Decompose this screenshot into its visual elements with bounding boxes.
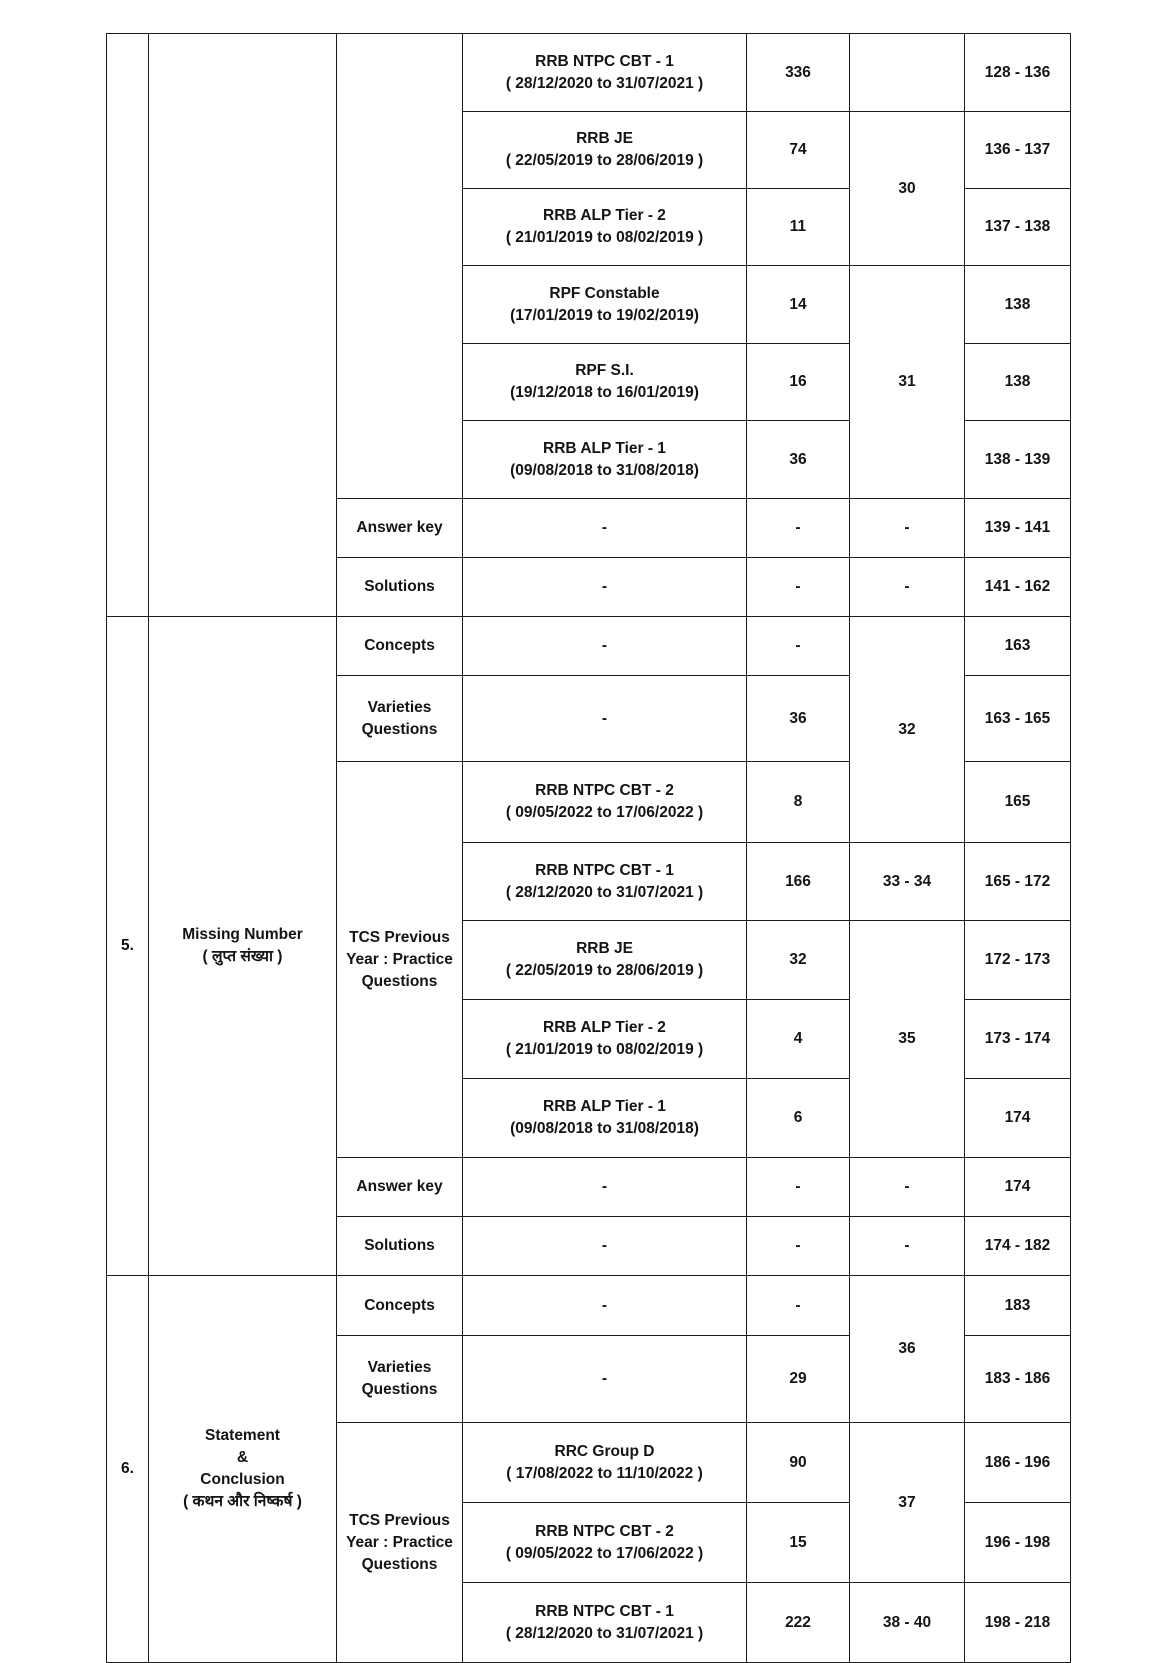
exam-date: ( 09/05/2022 to 17/06/2022 ) xyxy=(505,804,704,821)
exam-cell: - xyxy=(463,676,747,762)
exam-name: RRB ALP Tier - 1 xyxy=(543,1098,666,1115)
exam-date: (09/08/2018 to 31/08/2018) xyxy=(510,461,699,479)
pages-cell: 183 - 186 xyxy=(965,1336,1071,1423)
exam-cell xyxy=(463,34,747,112)
questions-cell: 4 xyxy=(747,1000,850,1079)
section-type-varieties: Varieties Questions xyxy=(337,1336,463,1423)
exam-date: (19/12/2018 to 16/01/2019) xyxy=(510,384,699,401)
exam-cell xyxy=(463,1000,747,1079)
exam-date: ( 28/12/2020 to 31/07/2021 ) xyxy=(505,1624,704,1642)
exam-name: RPF Constable xyxy=(549,284,660,302)
exam-date: ( 21/01/2019 to 08/02/2019 ) xyxy=(505,229,704,246)
pages-cell: 196 - 198 xyxy=(965,1503,1071,1583)
chapter-title-cell xyxy=(149,617,337,1276)
exam-name: RRB NTPC CBT - 2 xyxy=(535,1522,674,1540)
pages-cell: 137 - 138 xyxy=(965,189,1071,266)
pages-cell: 141 - 162 xyxy=(965,558,1071,617)
section-type-answer-key: Answer key xyxy=(337,1158,463,1217)
exam-name: RRB NTPC CBT - 1 xyxy=(535,1602,674,1620)
exam-name: RRB ALP Tier - 1 xyxy=(543,439,666,457)
chapter-index-table xyxy=(106,33,1071,1663)
exam-date: (09/08/2018 to 31/08/2018) xyxy=(510,1120,699,1137)
pages-cell: 163 - 165 xyxy=(965,676,1071,762)
exam-name: RRB NTPC CBT - 2 xyxy=(535,782,674,799)
video-cell: 38 - 40 xyxy=(850,1583,965,1663)
chapter-sno: 6. xyxy=(107,1276,149,1663)
pages-cell: 186 - 196 xyxy=(965,1423,1071,1503)
video-cell: - xyxy=(850,499,965,558)
exam-cell xyxy=(463,762,747,843)
video-cell: - xyxy=(850,1158,965,1217)
video-cell: 33 - 34 xyxy=(850,843,965,921)
questions-cell: 336 xyxy=(747,34,850,112)
section-type-cell-continued xyxy=(337,34,463,499)
chapter-title-hindi: ( कथन और निष्कर्ष ) xyxy=(183,1493,302,1510)
pages-cell: 174 xyxy=(965,1158,1071,1217)
questions-cell: - xyxy=(747,499,850,558)
questions-cell: - xyxy=(747,1217,850,1276)
video-cell: - xyxy=(850,1217,965,1276)
questions-cell: 32 xyxy=(747,921,850,1000)
questions-cell: - xyxy=(747,558,850,617)
exam-name: RRB JE xyxy=(576,130,633,147)
pages-cell: 163 xyxy=(965,617,1071,676)
questions-cell: 36 xyxy=(747,421,850,499)
pages-cell: 173 - 174 xyxy=(965,1000,1071,1079)
exam-cell: - xyxy=(463,499,747,558)
video-cell: 37 xyxy=(850,1423,965,1583)
table-row xyxy=(107,617,1071,676)
table-row xyxy=(107,1276,1071,1336)
questions-cell: 222 xyxy=(747,1583,850,1663)
chapter-title-line-1: Statement xyxy=(205,1427,280,1444)
pages-cell: 183 xyxy=(965,1276,1071,1336)
section-type-varieties: Varieties Questions xyxy=(337,676,463,762)
video-cell: 32 xyxy=(850,617,965,843)
video-cell: 31 xyxy=(850,266,965,499)
pages-cell: 165 - 172 xyxy=(965,843,1071,921)
questions-cell: - xyxy=(747,1158,850,1217)
exam-cell: - xyxy=(463,1158,747,1217)
exam-date: ( 28/12/2020 to 31/07/2021 ) xyxy=(505,883,704,901)
exam-name: RRB NTPC CBT - 1 xyxy=(535,861,674,879)
section-type-solutions: Solutions xyxy=(337,558,463,617)
exam-cell xyxy=(463,421,747,499)
exam-cell xyxy=(463,344,747,421)
sno-cell-continued xyxy=(107,34,149,617)
questions-cell: 16 xyxy=(747,344,850,421)
exam-cell: - xyxy=(463,558,747,617)
questions-cell: 90 xyxy=(747,1423,850,1503)
exam-cell xyxy=(463,266,747,344)
pages-cell: 138 - 139 xyxy=(965,421,1071,499)
chapter-sno: 5. xyxy=(107,617,149,1276)
table-row xyxy=(107,34,1071,112)
exam-name: RRB NTPC CBT - 1 xyxy=(535,52,674,70)
video-cell: - xyxy=(850,558,965,617)
exam-date: (17/01/2019 to 19/02/2019) xyxy=(510,306,699,324)
exam-date: ( 17/08/2022 to 11/10/2022 ) xyxy=(506,1464,703,1482)
exam-name: RRB JE xyxy=(576,940,633,957)
video-cell: 35 xyxy=(850,921,965,1158)
chapter-title-hindi: ( लुप्त संख्या ) xyxy=(202,948,283,965)
questions-cell: 14 xyxy=(747,266,850,344)
questions-cell: 15 xyxy=(747,1503,850,1583)
pages-cell: 172 - 173 xyxy=(965,921,1071,1000)
video-cell: 30 xyxy=(850,112,965,266)
questions-cell: 11 xyxy=(747,189,850,266)
exam-name: RRB ALP Tier - 2 xyxy=(543,1019,666,1036)
section-type-concepts: Concepts xyxy=(337,617,463,676)
exam-cell xyxy=(463,921,747,1000)
questions-cell: 6 xyxy=(747,1079,850,1158)
questions-cell: 8 xyxy=(747,762,850,843)
section-type-concepts: Concepts xyxy=(337,1276,463,1336)
pages-cell: 165 xyxy=(965,762,1071,843)
exam-date: ( 09/05/2022 to 17/06/2022 ) xyxy=(505,1544,704,1562)
section-type-tcs-previous-year: TCS Previous Year : Practice Questions xyxy=(337,762,463,1158)
exam-date: ( 22/05/2019 to 28/06/2019 ) xyxy=(505,152,704,169)
exam-cell xyxy=(463,112,747,189)
pages-cell: 198 - 218 xyxy=(965,1583,1071,1663)
exam-cell xyxy=(463,1423,747,1503)
exam-cell xyxy=(463,1079,747,1158)
exam-cell xyxy=(463,189,747,266)
exam-cell xyxy=(463,1583,747,1663)
exam-cell: - xyxy=(463,617,747,676)
pages-cell: 138 xyxy=(965,266,1071,344)
exam-cell xyxy=(463,843,747,921)
exam-cell: - xyxy=(463,1217,747,1276)
exam-cell: - xyxy=(463,1336,747,1423)
pages-cell: 138 xyxy=(965,344,1071,421)
pages-cell: 174 - 182 xyxy=(965,1217,1071,1276)
exam-name: RRB ALP Tier - 2 xyxy=(543,207,666,224)
section-type-answer-key: Answer key xyxy=(337,499,463,558)
questions-cell: 29 xyxy=(747,1336,850,1423)
exam-date: ( 22/05/2019 to 28/06/2019 ) xyxy=(505,962,704,979)
exam-date: ( 21/01/2019 to 08/02/2019 ) xyxy=(505,1041,704,1058)
chapter-cell-continued xyxy=(149,34,337,617)
exam-name: RRC Group D xyxy=(554,1442,655,1460)
section-type-tcs-previous-year: TCS Previous Year : Practice Questions xyxy=(337,1423,463,1663)
section-type-solutions: Solutions xyxy=(337,1217,463,1276)
chapter-title-line-2: & xyxy=(236,1449,249,1466)
pages-cell: 128 - 136 xyxy=(965,34,1071,112)
exam-cell xyxy=(463,1503,747,1583)
questions-cell: 74 xyxy=(747,112,850,189)
questions-cell: 36 xyxy=(747,676,850,762)
pages-cell: 139 - 141 xyxy=(965,499,1071,558)
exam-date: ( 28/12/2020 to 31/07/2021 ) xyxy=(505,74,704,92)
pages-cell: 136 - 137 xyxy=(965,112,1071,189)
chapter-title-cell xyxy=(149,1276,337,1663)
video-cell xyxy=(850,34,965,112)
chapter-title-line-3: Conclusion xyxy=(200,1471,285,1488)
exam-name: RPF S.I. xyxy=(575,362,634,379)
video-cell: 36 xyxy=(850,1276,965,1423)
questions-cell: - xyxy=(747,617,850,676)
chapter-title: Missing Number xyxy=(182,926,303,943)
exam-cell: - xyxy=(463,1276,747,1336)
pages-cell: 174 xyxy=(965,1079,1071,1158)
questions-cell: 166 xyxy=(747,843,850,921)
questions-cell: - xyxy=(747,1276,850,1336)
